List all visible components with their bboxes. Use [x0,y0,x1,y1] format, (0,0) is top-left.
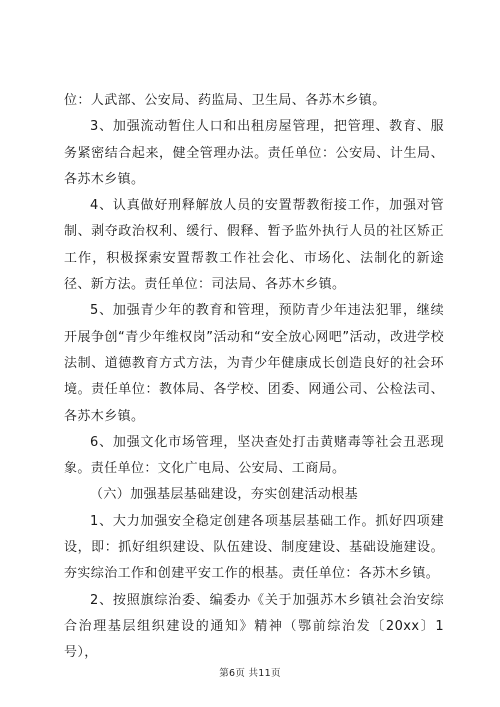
paragraph-item-1: 1、大力加强安全稳定创建各项基层基础工作。抓好四项建设，即：抓好组织建设、队伍建设、制度建设、基础设施建设。夯实综治工作和创建平安工作的根基。责任单位：各苏木乡镇。 [64,513,444,582]
paragraph-item-5: 5、加强青少年的教育和管理，预防青少年违法犯罪，继续开展争创“青少年维权岗”活动和“安全放心网吧”活动，改进学校法制、道德教育方式方法，为青少年健康成长创造良好的社会环境。责任单位：教体局、各学校、团委、网通公司、公检法司、各苏木乡镇。 [64,303,444,424]
document-body [64,88,444,667]
section-heading: （六）加强基层基础建设，夯实创建活动根基 [90,487,359,503]
paragraph-item-6: 6、加强文化市场管理，坚决查处打击黄赌毒等社会丑恶现象。责任单位：文化广电局、公安局、工商局。 [64,434,444,477]
paragraph-item-4: 4、认真做好刑释解放人员的安置帮教衔接工作，加强对管制、剥夺政治权利、缓行、假释、暂予监外执行人员的社区矫正工作，积极探索安置帮教工作社会化、市场化、法制化的新途径、新方法。责任单位：司法局、各苏木乡镇。 [64,198,444,293]
paragraph-item-2: 2、按照旗综治委、编委办《关于加强苏木乡镇社会治安综合治理基层组织建设的通知》精神（鄂前综治发〔20xx〕1号）， [64,592,444,661]
paragraph-continuation: 位：人武部、公安局、药监局、卫生局、各苏木乡镇。 [64,93,386,108]
paragraph-item-3: 3、加强流动暂住人口和出租房屋管理，把管理、教育、服务紧密结合起来，健全管理办法。责任单位：公安局、计生局、各苏木乡镇。 [64,119,444,187]
page-number-footer: 第6页 共11页 [219,668,281,679]
